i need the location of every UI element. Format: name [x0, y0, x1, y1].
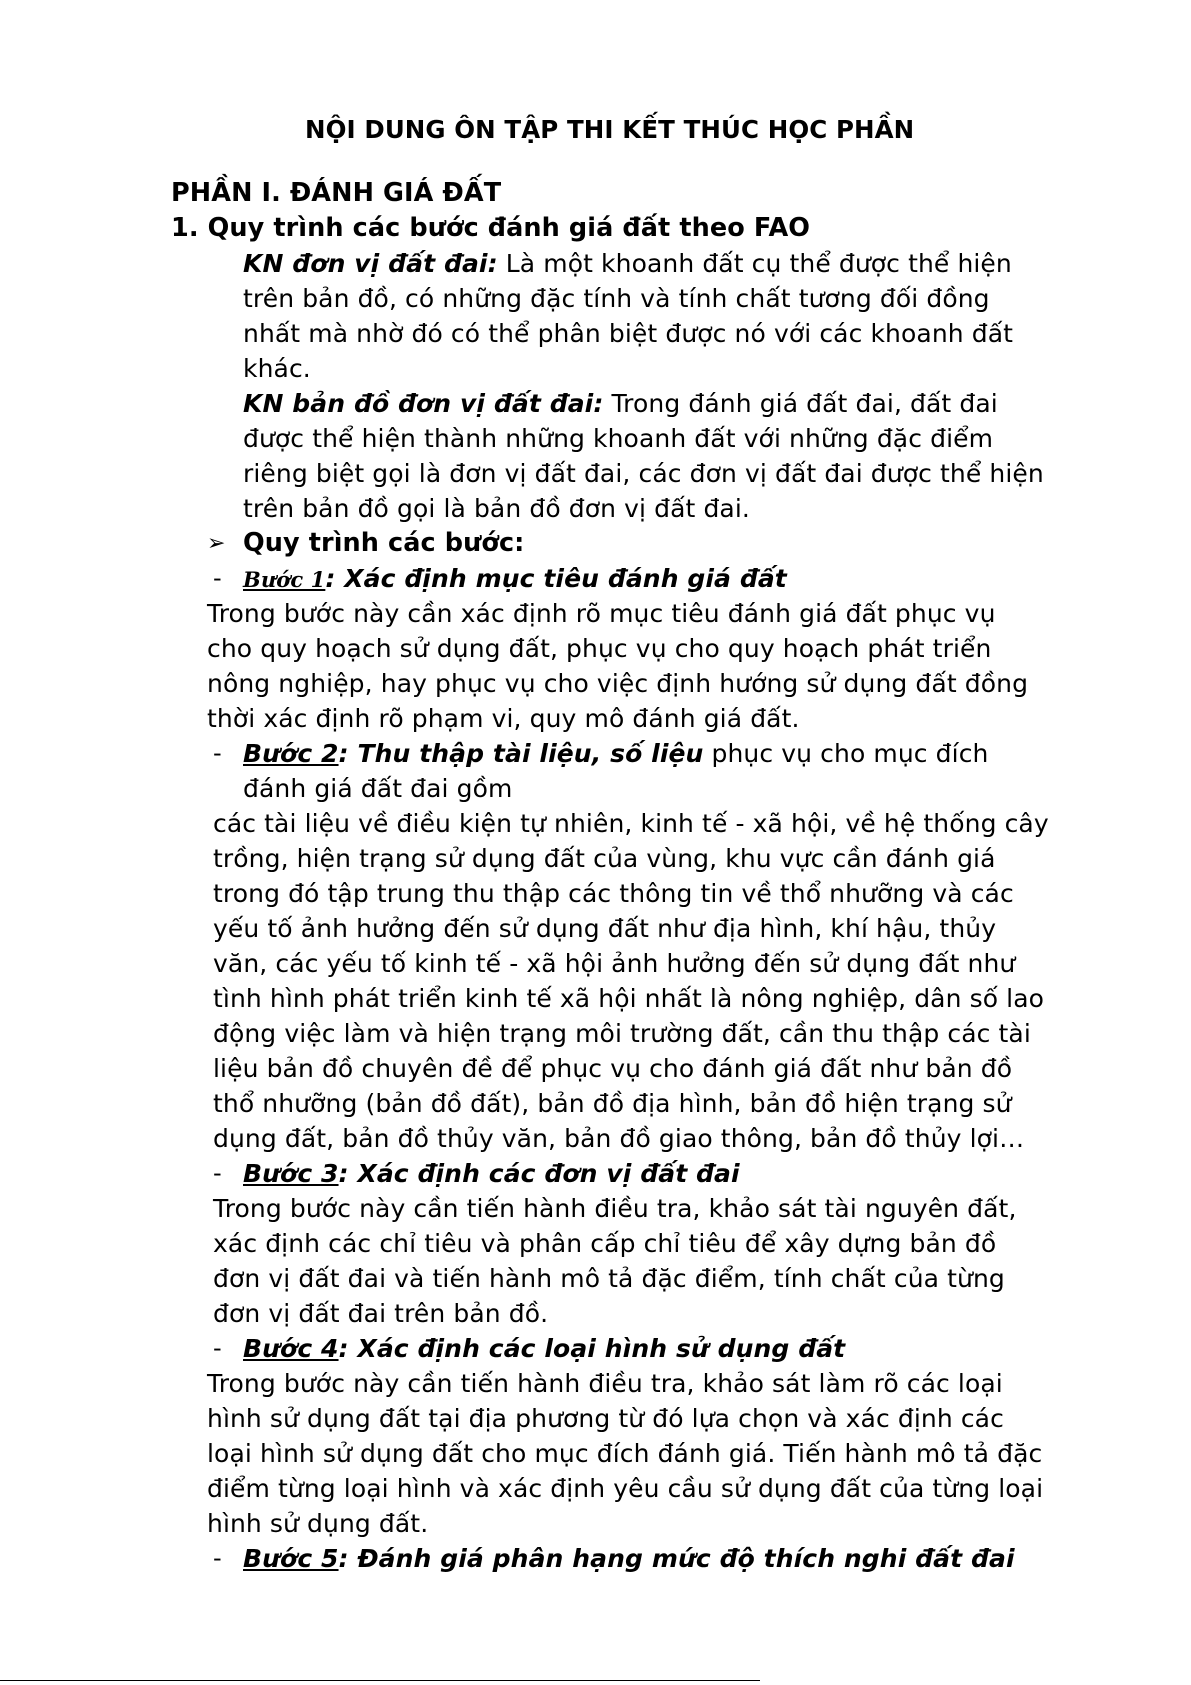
- paragraph-line: hình sử dụng đất tại địa phương từ đó lựa chọn và xác định các: [207, 1404, 1004, 1433]
- paragraph-line: trong đó tập trung thu thập các thông tin về thổ nhưỡng và các: [213, 879, 1014, 908]
- paragraph-line: điểm từng loại hình và xác định yêu cầu sử dụng đất của từng loại: [207, 1474, 1044, 1503]
- paragraph-line: xác định các chỉ tiêu và phân cấp chỉ tiêu để xây dựng bản đồ: [213, 1229, 997, 1258]
- paragraph-line: thời xác định rõ phạm vi, quy mô đánh giá đất.: [207, 704, 800, 733]
- step-1-title: : Xác định mục tiêu đánh giá đất: [325, 564, 787, 593]
- step-1-label: Bước 1: [243, 567, 326, 592]
- paragraph-line: tình hình phát triển kinh tế xã hội nhất là nông nghiệp, dân số lao: [213, 984, 1045, 1013]
- paragraph-line: yếu tố ảnh hưởng đến sử dụng đất như địa hình, khí hậu, thủy: [213, 914, 997, 943]
- paragraph-line: nông nghiệp, hay phục vụ cho việc định hướng sử dụng đất đồng: [207, 669, 1029, 698]
- definition-term: KN đơn vị đất đai:: [243, 249, 498, 278]
- paragraph-line: liệu bản đồ chuyên đề để phục vụ cho đánh giá đất như bản đồ: [213, 1054, 1013, 1083]
- paragraph-line: loại hình sử dụng đất cho mục đích đánh giá. Tiến hành mô tả đặc: [207, 1439, 1043, 1468]
- paragraph-line: Trong bước này cần tiến hành điều tra, khảo sát tài nguyên đất,: [213, 1194, 1017, 1223]
- dash-bullet-icon: -: [213, 739, 222, 767]
- dash-bullet-icon: -: [213, 1544, 222, 1572]
- step-2-rest: phục vụ cho mục đích: [703, 739, 989, 768]
- definition-term: KN bản đồ đơn vị đất đai:: [243, 389, 604, 418]
- step-1-heading: [243, 561, 787, 597]
- step-5-title: : Đánh giá phân hạng mức độ thích nghi đất đai: [338, 1544, 1015, 1573]
- paragraph-line: cho quy hoạch sử dụng đất, phục vụ cho quy hoạch phát triển: [207, 634, 992, 663]
- step-4-label: Bước 4: [243, 1334, 339, 1363]
- step-3-heading: [243, 1156, 740, 1191]
- paragraph-line: văn, các yếu tố kinh tế - xã hội ảnh hưởng đến sử dụng đất như: [213, 949, 1016, 978]
- step-2-label: Bước 2: [243, 739, 339, 768]
- part-heading: PHẦN I. ĐÁNH GIÁ ĐẤT: [171, 178, 502, 208]
- paragraph-line: được thể hiện thành những khoanh đất với những đặc điểm: [243, 424, 994, 453]
- arrow-bullet-icon: ➢: [207, 531, 226, 556]
- step-4-title: : Xác định các loại hình sử dụng đất: [338, 1334, 846, 1363]
- step-5-heading: [243, 1541, 1015, 1576]
- footer-rule: [0, 1680, 760, 1681]
- step-3-label: Bước 3: [243, 1159, 339, 1188]
- definition-text: Trong đánh giá đất đai, đất đai: [603, 389, 998, 418]
- paragraph-line: Trong bước này cần tiến hành điều tra, khảo sát làm rõ các loại: [207, 1369, 1003, 1398]
- paragraph-line: đánh giá đất đai gồm: [243, 774, 513, 803]
- paragraph-line: Trong bước này cần xác định rõ mục tiêu đánh giá đất phục vụ: [207, 599, 996, 628]
- step-4-heading: [243, 1331, 845, 1366]
- paragraph-line: dụng đất, bản đồ thủy văn, bản đồ giao thông, bản đồ thủy lợi…: [213, 1124, 1025, 1153]
- paragraph-line: thổ nhưỡng (bản đồ đất), bản đồ địa hình, bản đồ hiện trạng sử: [213, 1089, 1012, 1118]
- paragraph-line: nhất mà nhờ đó có thể phân biệt được nó với các khoanh đất: [243, 319, 1014, 348]
- paragraph-line: hình sử dụng đất.: [207, 1509, 429, 1538]
- paragraph-line: trên bản đồ, có những đặc tính và tính chất tương đối đồng: [243, 284, 990, 313]
- dash-bullet-icon: -: [213, 1159, 222, 1187]
- definition-text: Là một khoanh đất cụ thể được thể hiện: [497, 249, 1012, 278]
- paragraph-line: động việc làm và hiện trạng môi trường đất, cần thu thập các tài: [213, 1019, 1031, 1048]
- definition-land-unit: [243, 246, 1012, 281]
- dash-bullet-icon: -: [213, 1334, 222, 1362]
- step-2-heading: [243, 736, 988, 771]
- paragraph-line: riêng biệt gọi là đơn vị đất đai, các đơn vị đất đai được thể hiện: [243, 459, 1044, 488]
- paragraph-line: trồng, hiện trạng sử dụng đất của vùng, khu vực cần đánh giá: [213, 844, 996, 873]
- paragraph-line: trên bản đồ gọi là bản đồ đơn vị đất đai.: [243, 494, 750, 523]
- definition-land-unit-map: [243, 386, 998, 421]
- paragraph-line: đơn vị đất đai trên bản đồ.: [213, 1299, 549, 1328]
- steps-heading: Quy trình các bước:: [243, 528, 525, 558]
- section-heading: 1. Quy trình các bước đánh giá đất theo FAO: [171, 213, 811, 243]
- step-2-title: : Thu thập tài liệu, số liệu: [338, 739, 704, 768]
- step-3-title: : Xác định các đơn vị đất đai: [338, 1159, 740, 1188]
- document-title: NỘI DUNG ÔN TẬP THI KẾT THÚC HỌC PHẦN: [305, 115, 915, 144]
- paragraph-line: khác.: [243, 354, 311, 383]
- paragraph-line: các tài liệu về điều kiện tự nhiên, kinh tế - xã hội, về hệ thống cây: [213, 809, 1049, 838]
- step-5-label: Bước 5: [243, 1544, 339, 1573]
- dash-bullet-icon: -: [213, 564, 222, 592]
- paragraph-line: đơn vị đất đai và tiến hành mô tả đặc điểm, tính chất của từng: [213, 1264, 1005, 1293]
